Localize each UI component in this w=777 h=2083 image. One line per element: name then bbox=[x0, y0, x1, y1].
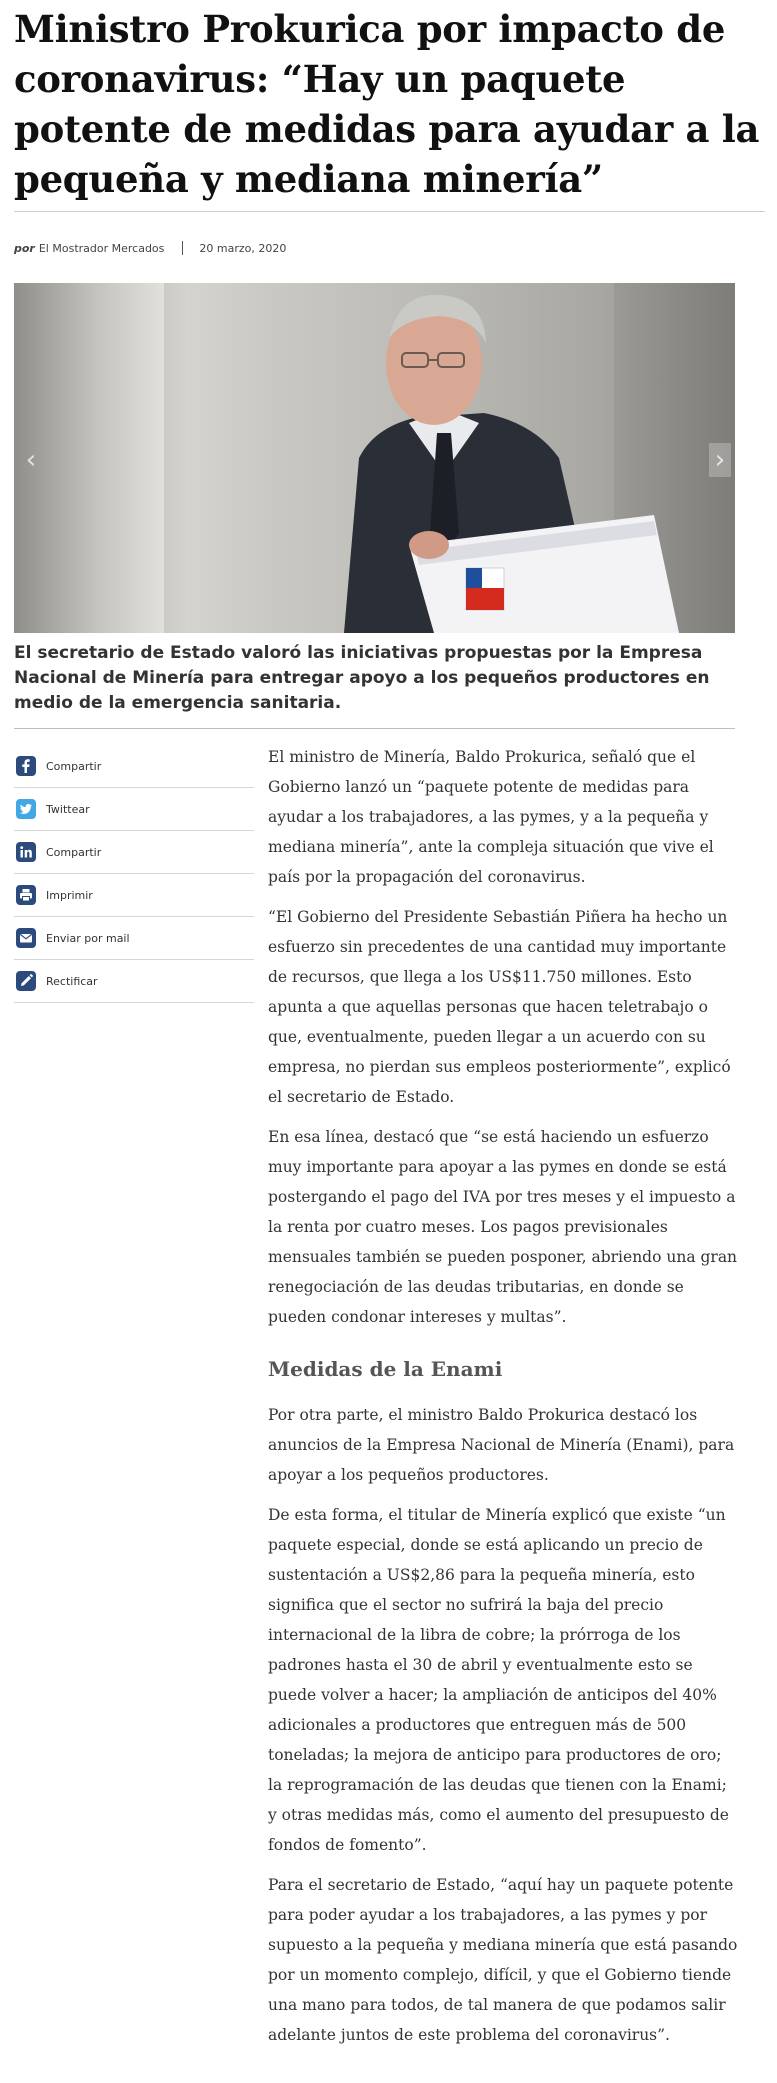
share-twitter-label: Twittear bbox=[46, 802, 90, 816]
article-paragraph: El ministro de Minería, Baldo Prokurica, señaló que el Gobierno lanzó un “paquete potente de medidas para ayudar a los trabajadores, a las pymes, y a la pequeña y mediana minería”, ante la compleja situación que vive el país por la propagación del coronavirus. bbox=[268, 748, 714, 886]
rectify-label: Rectificar bbox=[46, 974, 98, 988]
share-linkedin-label: Compartir bbox=[46, 845, 102, 859]
share-twitter-button[interactable] bbox=[14, 788, 254, 831]
byline-separator bbox=[182, 241, 183, 255]
article-paragraph: “El Gobierno del Presidente Sebastián Piñera ha hecho un esfuerzo sin precedentes de una cantidad muy importante de recursos, que llega a los US$11.750 millones. Esto apunta a que aquellas personas que hacen teletrabajo o que, eventualmente, pueden llegar a un acuerdo con su empresa, no pierdan sus empleos posteriormente”, explicó el secretario de Estado. bbox=[268, 908, 731, 1106]
print-icon bbox=[16, 885, 36, 905]
article-paragraph: De esta forma, el titular de Minería explicó que existe “un paquete especial, donde se está aplicando un precio de sustentación a US$2,86 para la pequeña minería, esto significa que el sector no sufrirá la baja del precio internacional de la libra de cobre; la prórroga de los padrones hasta el 30 de abril y eventualmente esto se puede volver a hacer; la ampliación de anticipos del 40% adicionales a productores que entreguen más de 500 toneladas; la mejora de anticipo para productores de oro; la reprogramación de las deudas que tienen con la Enami; y otras medidas más, como el aumento del presupuesto de fondos de fomento”. bbox=[268, 1506, 729, 1854]
byline-date: 20 marzo, 2020 bbox=[199, 241, 287, 255]
linkedin-icon bbox=[16, 842, 36, 862]
share-sidebar bbox=[14, 745, 254, 1003]
article-paragraph: En esa línea, destacó que “se está haciendo un esfuerzo muy importante para apoyar a las pymes en donde se está postergando el pago del IVA por tres meses y el impuesto a la renta por cuatro meses. Los pagos previsionales mensuales también se pueden posponer, abriendo una gran renegociación de las deudas tributarias, en donde se pueden condonar intereses y multas”. bbox=[268, 1128, 738, 1326]
email-share-button[interactable] bbox=[14, 917, 254, 960]
article-paragraph: Por otra parte, el ministro Baldo Prokurica destacó los anuncios de la Empresa Nacional de Minería (Enami), para apoyar a los pequeños productores. bbox=[268, 1406, 735, 1484]
caption-divider bbox=[14, 728, 735, 729]
article-title: Ministro Prokurica por impacto de coronavirus: “Hay un paquete potente de medidas para ayudar a la pequeña y mediana minería” bbox=[14, 7, 760, 201]
byline-por: por bbox=[14, 241, 35, 255]
mail-icon bbox=[16, 928, 36, 948]
share-facebook-button[interactable] bbox=[14, 745, 254, 788]
share-facebook-label: Compartir bbox=[46, 759, 102, 773]
byline bbox=[14, 240, 286, 256]
hero-image bbox=[14, 283, 735, 633]
facebook-icon bbox=[16, 756, 36, 776]
gallery-next-icon[interactable]: › bbox=[709, 443, 731, 477]
print-label: Imprimir bbox=[46, 888, 93, 902]
flag-blue bbox=[466, 568, 482, 588]
rectify-button[interactable] bbox=[14, 960, 254, 1003]
image-caption: El secretario de Estado valoró las iniciativas propuestas por la Empresa Nacional de Minería para entregar apoyo a los pequeños productores en medio de la emergencia sanitaria. bbox=[14, 643, 710, 713]
article-paragraph: Para el secretario de Estado, “aquí hay un paquete potente para poder ayudar a los trabajadores, a las pymes y por supuesto a la pequeña y mediana minería que está pasando por un momento complejo, difícil, y que el Gobierno tiende una mano para todos, de tal manera de que podamos salir adelante juntos de este problema del coronavirus”. bbox=[268, 1876, 738, 2044]
flag-red bbox=[466, 588, 504, 610]
article-body bbox=[268, 742, 738, 2060]
byline-author[interactable]: El Mostrador Mercados bbox=[38, 241, 165, 255]
hero-person-illustration bbox=[14, 283, 735, 633]
share-linkedin-button[interactable] bbox=[14, 831, 254, 874]
email-share-label: Enviar por mail bbox=[46, 931, 130, 945]
edit-icon bbox=[16, 971, 36, 991]
section-heading: Medidas de la Enami bbox=[268, 1357, 503, 1381]
print-button[interactable] bbox=[14, 874, 254, 917]
twitter-icon bbox=[16, 799, 36, 819]
gallery-prev-icon[interactable]: ‹ bbox=[25, 445, 37, 475]
title-divider bbox=[14, 211, 765, 212]
